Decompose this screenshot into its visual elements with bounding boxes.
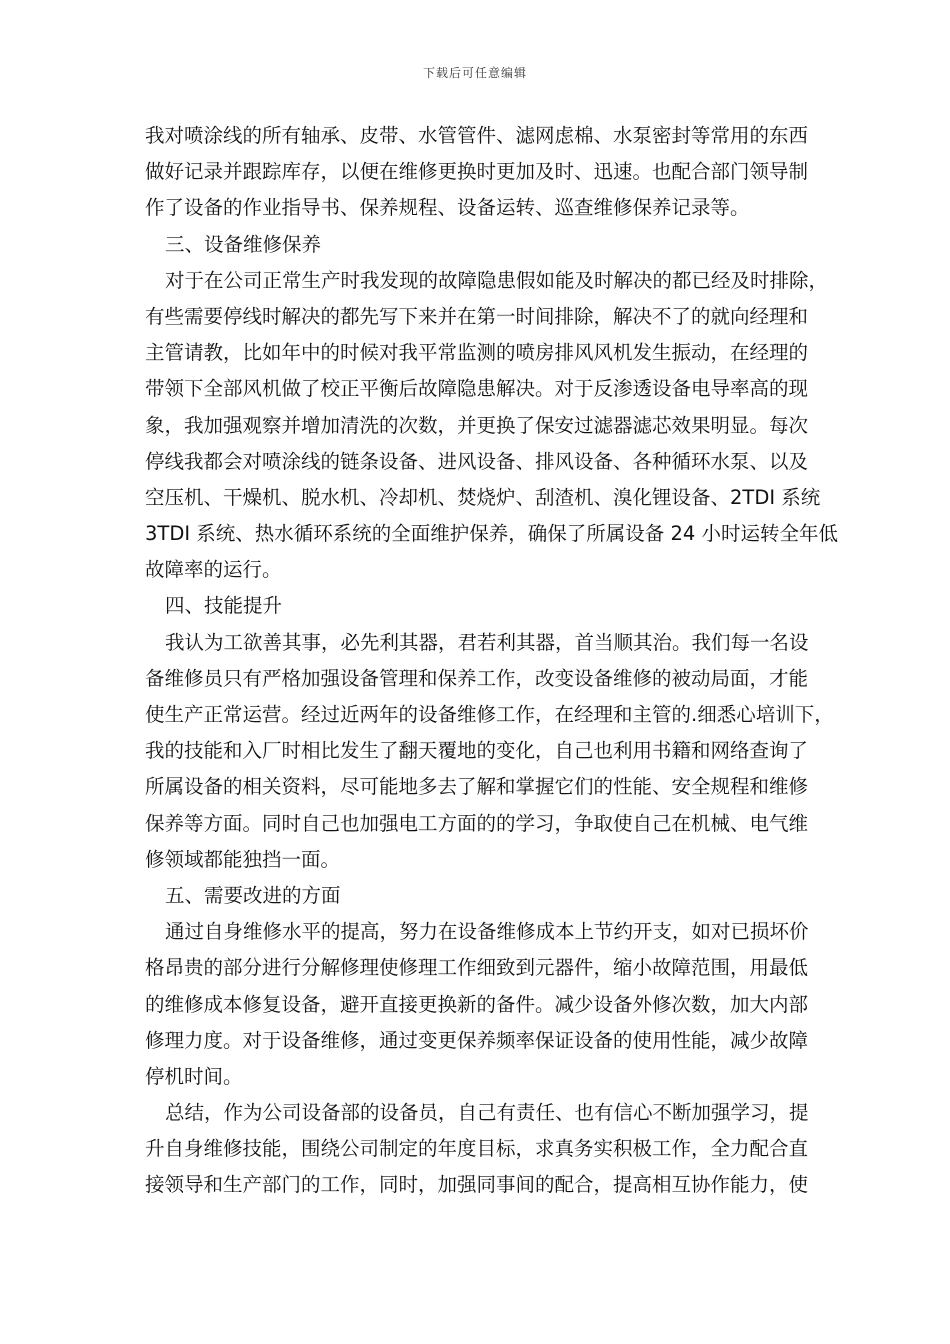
text-line: 空压机、干燥机、脱水机、冷却机、焚烧炉、刮渣机、溴化锂设备、2TDI 系统 (145, 485, 821, 509)
text-line: 备维修员只有严格加强设备管理和保养工作，改变设备维修的被动局面，才能 (145, 666, 809, 690)
text-line: 通过自身维修水平的提高，努力在设备维修成本上节约开支，如对已损坏价 (165, 920, 809, 944)
page-header-note: 下载后可任意编辑 (422, 66, 527, 80)
text-line: 作了设备的作业指导书、保养规程、设备运转、巡查维修保养记录等。 (145, 196, 750, 220)
text-line: 做好记录并跟踪库存，以便在维修更换时更加及时、迅速。也配合部门领导制 (145, 160, 809, 184)
text-line: 停线我都会对喷涂线的链条设备、进风设备、排风设备、各种循环水泵、以及 (145, 449, 809, 473)
text-line: 我的技能和入厂时相比发生了翻天覆地的变化，自己也利用书籍和网络查询了 (145, 739, 809, 763)
text-line: 我对喷涂线的所有轴承、皮带、水管管件、滤网虑棉、水泵密封等常用的东西 (145, 124, 809, 147)
text-line: 所属设备的相关资料，尽可能地多去了解和掌握它们的性能、安全规程和维修 (145, 775, 809, 799)
document-body (145, 118, 838, 1204)
text-line: 对于在公司正常生产时我发现的故障隐患假如能及时解决的都已经及时排除， (165, 268, 829, 292)
text-line: 带领下全部风机做了校正平衡后故障隐患解决。对于反渗透设备电导率高的现 (145, 377, 809, 401)
text-line: 故障率的运行。 (145, 558, 282, 582)
text-line: 总结，作为公司设备部的设备员，自己有责任、也有信心不断加强学习，提 (165, 1101, 809, 1125)
text-line: 修理力度。对于设备维修，通过变更保养频率保证设备的使用性能，减少故障 (145, 1028, 809, 1052)
text-line: 停机时间。 (145, 1064, 243, 1088)
text-line: 3TDI 系统、热水循环系统的全面维护保养，确保了所属设备 24 小时运转全年低 (145, 522, 838, 546)
text-line: 有些需要停线时解决的都先写下来并在第一时间排除，解决不了的就向经理和 (145, 304, 809, 328)
text-line: 保养等方面。同时自己也加强电工方面的的学习，争取使自己在机械、电气维 (145, 811, 809, 835)
text-line: 使生产正常运营。经过近两年的设备维修工作，在经理和主管的.细悉心培训下， (145, 703, 834, 726)
text-line: 的维修成本修复设备，避开直接更换新的备件。减少设备外修次数，加大内部 (145, 992, 809, 1016)
text-line: 五、需要改进的方面 (165, 883, 341, 907)
text-line: 升自身维修技能，围绕公司制定的年度目标，求真务实积极工作，全力配合直 (145, 1137, 809, 1161)
text-line: 象，我加强观察并增加清洗的次数，并更换了保安过滤器滤芯效果明显。每次 (145, 413, 809, 437)
text-line: 四、技能提升 (165, 594, 283, 618)
text-line: 修领域都能独挡一面。 (145, 847, 341, 871)
text-line: 格昂贵的部分进行分解修理使修理工作细致到元器件，缩小故障范围，用最低 (145, 956, 809, 980)
text-line: 主管请教，比如年中的时候对我平常监测的喷房排风风机发生振动，在经理的 (145, 341, 809, 365)
text-line: 我认为工欲善其事，必先利其器，君若利其器，首当顺其治。我们每一名设 (165, 630, 809, 654)
text-line: 三、设备维修保养 (165, 232, 322, 256)
text-line: 接领导和生产部门的工作，同时，加强同事间的配合，提高相互协作能力，使 (145, 1173, 809, 1197)
